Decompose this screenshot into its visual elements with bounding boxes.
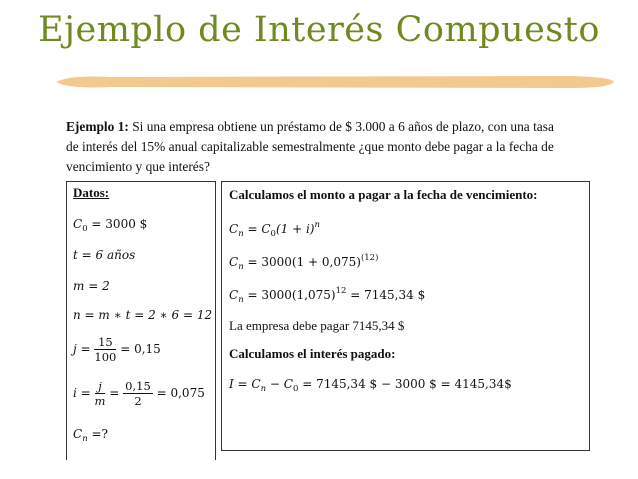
slide-title: Ejemplo de Interés Compuesto [38, 10, 600, 50]
title-underline-brush [50, 74, 618, 90]
problem-line-3: vencimiento y que interés? [66, 159, 210, 174]
payment-sentence: La empresa debe pagar 7145,34 $ [229, 318, 405, 333]
calc-heading-interes: Calculamos el interés pagado: [229, 346, 396, 361]
datos-j: j = $\frac{15}{100}$ = 0,15 [73, 335, 161, 364]
formula-result: $C_n = 3000(1,075)^{12} = 7145,34$ $ [229, 286, 426, 305]
problem-line-2: de interés del 15% anual capitalizable semestralmente ¿que monto debe pagar a la fecha de [66, 139, 554, 154]
problem-label: Ejemplo 1: [66, 119, 129, 134]
calc-heading-monto: Calculamos el monto a pagar a la fecha de vencimiento: [229, 187, 538, 202]
datos-n: n = m ∗ t = 2 ∗ 6 = 12 [73, 308, 213, 322]
formula-substituted: $C_n = 3000(1 + 0,075)^{(12)}$ [229, 253, 379, 272]
datos-i: i = $\frac{j}{m}$ = $\frac{0,15}{2}$ = 0,075 [73, 379, 205, 408]
datos-heading: Datos: [73, 185, 110, 200]
formula-general: $C_n = C_0(1 + i)^n$ [229, 220, 320, 239]
problem-statement [66, 117, 588, 177]
datos-m: m = 2 [73, 279, 110, 293]
problem-line-1: Si una empresa obtiene un préstamo de $ 3.000 a 6 años de plazo, con una tasa [128, 119, 554, 134]
datos-c0: $C_0 = 3000$ $ [73, 217, 148, 234]
calculation-box [221, 181, 590, 451]
datos-cn: $C_n$ =? [73, 427, 108, 444]
formula-interest: $I = C_n - C_0 = 7145,34$ $ − 3000 $ = 4145,34$ [229, 377, 512, 394]
datos-box [66, 181, 216, 460]
datos-t: t = 6 años [73, 248, 136, 262]
